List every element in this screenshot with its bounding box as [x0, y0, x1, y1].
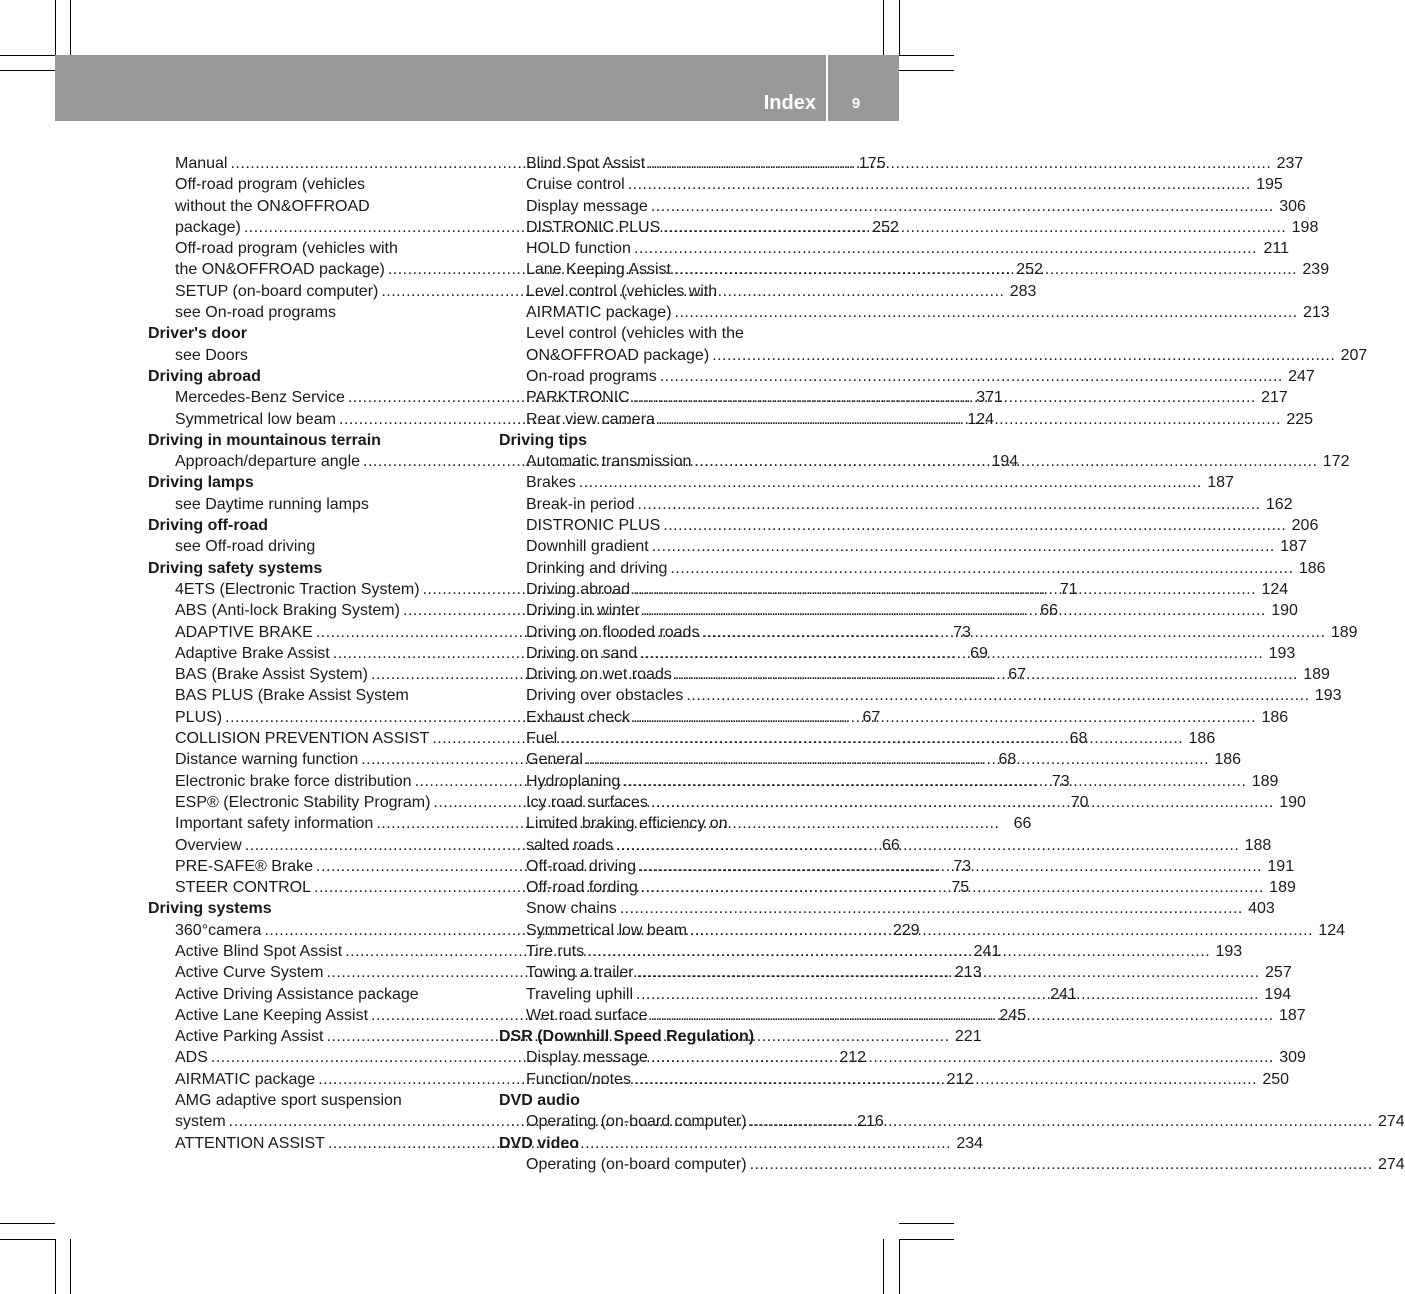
- dot-leader: [633, 579, 1256, 600]
- index-entry: [499, 196, 1306, 217]
- index-heading: DVD video: [499, 1134, 580, 1152]
- dot-leader: [663, 515, 1286, 536]
- index-entry-label: Off-road driving: [526, 857, 636, 875]
- index-page-number: 247: [1288, 367, 1315, 385]
- index-entry-label: HOLD function: [526, 240, 631, 258]
- dot-leader: [675, 664, 1298, 685]
- index-entry-label: Exhaust check: [526, 708, 631, 726]
- dot-leader: [674, 259, 1297, 280]
- index-entry: [499, 685, 1342, 706]
- index-entry-label: Hydroplaning: [526, 772, 621, 790]
- dot-leader: [694, 451, 1317, 472]
- index-subentry-text: without the ON&OFFROAD: [175, 197, 370, 215]
- index-page-number: 371: [976, 389, 1003, 407]
- dot-leader: [636, 984, 1259, 1005]
- index-page-number: 241: [973, 942, 1001, 960]
- index-entry-label: Important safety information: [175, 815, 374, 833]
- index-entry-label: ON&OFFROAD package): [526, 346, 710, 364]
- index-page-number: 194: [1264, 985, 1292, 1003]
- index-entry-label: Display message: [526, 197, 648, 215]
- index-heading: DSR (Downhill Speed Regulation): [499, 1028, 755, 1046]
- dot-leader: [637, 962, 1260, 983]
- index-page-number: 216: [857, 1113, 884, 1131]
- dot-leader: [633, 707, 1256, 728]
- index-page-number: 73: [953, 623, 971, 641]
- index-page-number: 252: [1016, 261, 1043, 279]
- index-page-number: 283: [1009, 282, 1037, 300]
- index-entry-label: Traveling uphill: [526, 985, 634, 1003]
- index-page-number: 186: [1214, 751, 1242, 769]
- index-entry: [499, 366, 1315, 387]
- index-page-number: 187: [1278, 1006, 1306, 1024]
- dot-leader: [586, 749, 1209, 770]
- index-heading: Driving in mountainous terrain: [148, 431, 381, 449]
- index-entry-label: Mercedes-Benz Service: [175, 389, 345, 407]
- index-page-number: 172: [1322, 453, 1350, 471]
- index-entry: [499, 898, 1275, 919]
- index-page-number: 221: [954, 1028, 982, 1046]
- dot-leader: [651, 1005, 1274, 1026]
- index-entry-label: the ON&OFFROAD package): [175, 261, 385, 279]
- dot-leader: [702, 622, 1325, 643]
- index-page-number: 73: [953, 857, 972, 875]
- index-page-number: 257: [1265, 964, 1292, 982]
- dot-leader: [616, 835, 1239, 856]
- index-entry-label: ABS (Anti-lock Braking System): [175, 602, 400, 620]
- index-page-number: 189: [1303, 666, 1330, 684]
- index-entry-label: 360°camera: [175, 921, 262, 939]
- page-number: 9: [851, 95, 861, 112]
- index-page-number: 212: [839, 1049, 867, 1067]
- crop-mark: [70, 1239, 71, 1294]
- index-page-number: 187: [1207, 474, 1234, 492]
- dot-leader: [686, 685, 1309, 706]
- dot-leader: [643, 600, 1266, 621]
- index-subentry-text: see Daytime running lamps: [175, 495, 369, 513]
- index-entry: [499, 515, 1319, 536]
- crop-mark: [70, 0, 71, 55]
- index-entry-label: ESP® (Electronic Stability Program): [175, 793, 431, 811]
- index-entry-label: AIRMATIC package): [526, 304, 672, 322]
- index-entry: [499, 238, 1290, 259]
- index-page-number: 66: [1013, 815, 1032, 833]
- crop-mark: [0, 1239, 55, 1240]
- dot-leader: [579, 472, 1202, 493]
- index-page-number: 66: [882, 836, 900, 854]
- index-entry-label: Wet road surface: [526, 1006, 648, 1024]
- index-entry-label: Overview: [175, 836, 242, 854]
- dot-leader: [670, 558, 1293, 579]
- index-entry-label: Function/notes: [526, 1070, 631, 1088]
- index-page-number: 252: [872, 218, 899, 236]
- index-subentry-text: AMG adaptive sport suspension: [175, 1092, 402, 1110]
- index-entry-label: Distance warning function: [175, 751, 359, 769]
- crop-mark: [55, 1239, 56, 1294]
- dot-leader: [623, 771, 1246, 792]
- dot-leader: [651, 792, 1274, 813]
- index-page-number: 186: [1298, 559, 1326, 577]
- crop-mark: [0, 55, 55, 56]
- index-page-number: 225: [1286, 410, 1314, 428]
- index-page-number: 274: [1377, 1113, 1405, 1131]
- index-entry-label: Active Blind Spot Assist: [175, 942, 343, 960]
- index-page-number: 194: [991, 453, 1019, 471]
- index-entry-label: PRE-SAFE® Brake: [175, 857, 314, 875]
- index-entry-label: General: [526, 751, 583, 769]
- index-page-number: 403: [1248, 900, 1275, 918]
- index-page-number: 190: [1271, 602, 1298, 620]
- index-page-number: 241: [1050, 985, 1077, 1003]
- index-entry-label: Downhill gradient: [526, 538, 649, 556]
- index-page-number: 250: [1262, 1070, 1290, 1088]
- index-entry-label: DISTRONIC PLUS: [526, 218, 661, 236]
- index-entry-label: Lane Keeping Assist: [526, 261, 671, 279]
- index-page-number: 186: [1261, 708, 1289, 726]
- index-entry: [499, 345, 1368, 366]
- index-subentry-text: Off-road program (vehicles: [175, 176, 365, 194]
- index-entry-label: Driving on wet roads: [526, 666, 672, 684]
- index-page-number: 189: [1330, 623, 1358, 641]
- index-entry-label: Approach/departure angle: [175, 453, 361, 471]
- dot-leader: [634, 238, 1257, 259]
- index-page-number: 189: [1251, 772, 1279, 790]
- index-entry: [499, 536, 1307, 557]
- index-page-number: 71: [1059, 580, 1078, 598]
- crop-mark: [883, 0, 884, 55]
- index-entry-label: Operating (on-board computer): [526, 1113, 747, 1131]
- index-page-number: 274: [1377, 1155, 1405, 1173]
- index-entry-label: Symmetrical low beam: [526, 921, 687, 939]
- index-entry-label: Operating (on-board computer): [526, 1155, 747, 1173]
- index-page-number: 68: [998, 751, 1017, 769]
- index-page-number: 190: [1279, 793, 1306, 811]
- index-page-number: 67: [862, 708, 881, 726]
- index-page-number: 124: [1318, 921, 1346, 939]
- index-entry-label: On-road programs: [526, 367, 657, 385]
- index-page-number: 124: [967, 410, 995, 428]
- dot-leader: [620, 898, 1243, 919]
- header-divider: [826, 55, 828, 121]
- dot-leader: [633, 387, 1256, 408]
- index-entry-label: Icy road surfaces: [526, 793, 648, 811]
- index-heading: Driving abroad: [148, 367, 261, 385]
- index-entry-label: Break-in period: [526, 495, 635, 513]
- index-page-number: 309: [1279, 1049, 1306, 1067]
- index-entry-label: Display message: [526, 1049, 648, 1067]
- index-entry-label: ADAPTIVE BRAKE: [175, 623, 313, 641]
- index-page-number: 306: [1279, 197, 1306, 215]
- index-page-number: 189: [1269, 879, 1296, 897]
- index-entry-label: Driving on sand: [526, 644, 638, 662]
- index-entry-label: Active Lane Keeping Assist: [175, 1006, 369, 1024]
- index-page-number: 193: [1314, 687, 1342, 705]
- dot-leader: [587, 941, 1210, 962]
- index-entry-label: Symmetrical low beam: [175, 410, 336, 428]
- index-entry-label: SETUP (on-board computer): [175, 282, 379, 300]
- crop-mark: [899, 1223, 954, 1224]
- dot-leader: [658, 409, 1281, 430]
- dot-leader: [634, 1069, 1257, 1090]
- index-page-number: 68: [1069, 730, 1088, 748]
- index-page-number: 239: [1302, 261, 1330, 279]
- index-subentry-text: Level control (vehicles with the: [526, 325, 744, 343]
- crop-mark: [55, 0, 56, 55]
- index-entry-label: Manual: [175, 155, 228, 172]
- crop-mark: [883, 1239, 884, 1294]
- index-page-number: 211: [1263, 240, 1290, 258]
- index-entry-label: STEER CONTROL: [175, 879, 312, 897]
- index-subentry-text: Off-road program (vehicles with: [175, 240, 398, 258]
- crop-mark: [0, 1223, 55, 1224]
- dot-leader: [652, 536, 1275, 557]
- index-entry: [499, 1154, 1405, 1175]
- index-entry: [499, 472, 1234, 493]
- index-subentry-text: see On-road programs: [175, 304, 336, 322]
- index-entry-label: 4ETS (Electronic Traction System): [175, 580, 420, 598]
- index-page-number: 67: [1008, 666, 1027, 684]
- index-entry-label: Rear view camera: [526, 410, 655, 428]
- index-heading: Driving tips: [499, 431, 588, 449]
- index-entry-label: COLLISION PREVENTION ASSIST: [175, 730, 430, 748]
- index-entry-label: Brakes: [526, 474, 576, 492]
- index-heading: Driver's door: [148, 325, 247, 343]
- index-heading: Driving lamps: [148, 474, 254, 492]
- dot-leader: [641, 877, 1264, 898]
- crop-mark: [899, 55, 954, 56]
- index-page-number: 193: [1268, 644, 1296, 662]
- index-subentry-text: see Doors: [175, 346, 248, 364]
- dot-leader: [712, 345, 1335, 366]
- index-subentry-text: Level control (vehicles with: [526, 282, 718, 300]
- index-page-number: 187: [1280, 538, 1307, 556]
- index-entry-label: ADS: [175, 1049, 208, 1067]
- index-page-number: 73: [1051, 772, 1070, 790]
- index-page-number: 212: [946, 1070, 974, 1088]
- index-page-number: 198: [1291, 218, 1319, 236]
- index-page-number: 124: [1261, 580, 1289, 598]
- index-entry-label: Driving over obstacles: [526, 687, 684, 705]
- index-entry-label: system: [175, 1113, 226, 1131]
- index-entry-label: Automatic transmission: [526, 453, 692, 471]
- index-page-number: 213: [954, 964, 982, 982]
- index-page-number: 217: [1261, 389, 1288, 407]
- dot-leader: [638, 494, 1261, 515]
- index-entry-label: AIRMATIC package: [175, 1070, 316, 1088]
- index-page-number: 69: [970, 644, 988, 662]
- index-entry-label: package): [175, 218, 241, 236]
- index-entry: [499, 558, 1326, 579]
- dot-leader: [639, 856, 1262, 877]
- index-entry: [499, 302, 1330, 323]
- crop-mark: [899, 70, 954, 71]
- index-page-number: 188: [1244, 836, 1272, 854]
- crop-mark: [899, 0, 900, 55]
- index-entry-label: Tire ruts: [526, 942, 585, 960]
- dot-leader: [648, 153, 1271, 174]
- dot-leader: [690, 920, 1313, 941]
- crop-mark: [899, 1239, 900, 1294]
- index-entry-label: Driving on flooded roads: [526, 623, 700, 641]
- index-page-number: 175: [858, 155, 886, 172]
- page-title: Index: [763, 92, 816, 114]
- dot-leader: [663, 217, 1286, 238]
- index-heading: Driving off-road: [148, 517, 268, 535]
- index-entry-label: Driving in winter: [526, 602, 640, 620]
- dot-leader: [640, 643, 1263, 664]
- index-heading: DVD audio: [499, 1092, 580, 1110]
- index-entry-label: ATTENTION ASSIST: [175, 1134, 325, 1152]
- dot-leader: [651, 1047, 1274, 1068]
- index-page-number: 213: [1302, 304, 1330, 322]
- dot-leader: [750, 1154, 1373, 1175]
- index-page-number: 70: [1070, 793, 1089, 811]
- index-page-number: 186: [1188, 730, 1216, 748]
- index-subentry-text: Limited braking efficiency on: [526, 815, 728, 833]
- index-entry-label: Driving abroad: [526, 580, 631, 598]
- dot-leader: [628, 174, 1251, 195]
- index-entry-label: Active Parking Assist: [175, 1028, 324, 1046]
- index-subentry-text: BAS PLUS (Brake Assist System: [175, 687, 409, 705]
- index-page-number: 195: [1256, 176, 1283, 194]
- index-page-number: 245: [999, 1006, 1027, 1024]
- index-entry-label: Blind Spot Assist: [526, 155, 646, 172]
- index-entry-label: Active Curve System: [175, 964, 324, 982]
- index-page-number: 191: [1267, 857, 1295, 875]
- dot-leader: [660, 366, 1283, 387]
- index-page-number: 75: [951, 879, 970, 897]
- crop-mark: [0, 70, 55, 71]
- index-entry: [499, 174, 1283, 195]
- dot-leader: [651, 196, 1274, 217]
- crop-mark: [899, 1239, 954, 1240]
- index-entry-label: Drinking and driving: [526, 559, 668, 577]
- index-page-number: 66: [1040, 602, 1059, 620]
- dot-leader: [675, 302, 1298, 323]
- index-page-number: 193: [1215, 942, 1243, 960]
- index-entry-label: Fuel: [526, 730, 558, 748]
- index-page-number: 207: [1340, 346, 1368, 364]
- index-entry-label: salted roads: [526, 836, 614, 854]
- index-entry-label: Active Driving Assistance package: [175, 985, 419, 1003]
- index-entry: [499, 494, 1293, 515]
- index-page-number: 234: [956, 1134, 984, 1152]
- index-heading: Driving systems: [148, 900, 272, 918]
- index-entry-label: PARKTRONIC: [526, 389, 630, 407]
- index-entry-label: Towing a trailer: [526, 964, 634, 982]
- dot-leader: [750, 1111, 1373, 1132]
- index-page-number: 206: [1291, 517, 1319, 535]
- index-page-number: 162: [1265, 495, 1293, 513]
- index-subentry-text: see Off-road driving: [175, 538, 316, 556]
- index-entry-label: Off-road fording: [526, 879, 638, 897]
- index-page-number: 237: [1276, 155, 1304, 172]
- index-entry-label: BAS (Brake Assist System): [175, 666, 368, 684]
- index-entry-label: Electronic brake force distribution: [175, 772, 412, 790]
- index-heading: Driving safety systems: [148, 559, 323, 577]
- index-page-number: 229: [892, 921, 920, 939]
- dot-leader: [560, 728, 1183, 749]
- index-entry-label: DISTRONIC PLUS: [526, 517, 661, 535]
- index-entry-label: Snow chains: [526, 900, 617, 918]
- index-entry-label: Cruise control: [526, 176, 625, 194]
- index-entry-label: Adaptive Brake Assist: [175, 644, 330, 662]
- index-entry-label: PLUS): [175, 708, 223, 726]
